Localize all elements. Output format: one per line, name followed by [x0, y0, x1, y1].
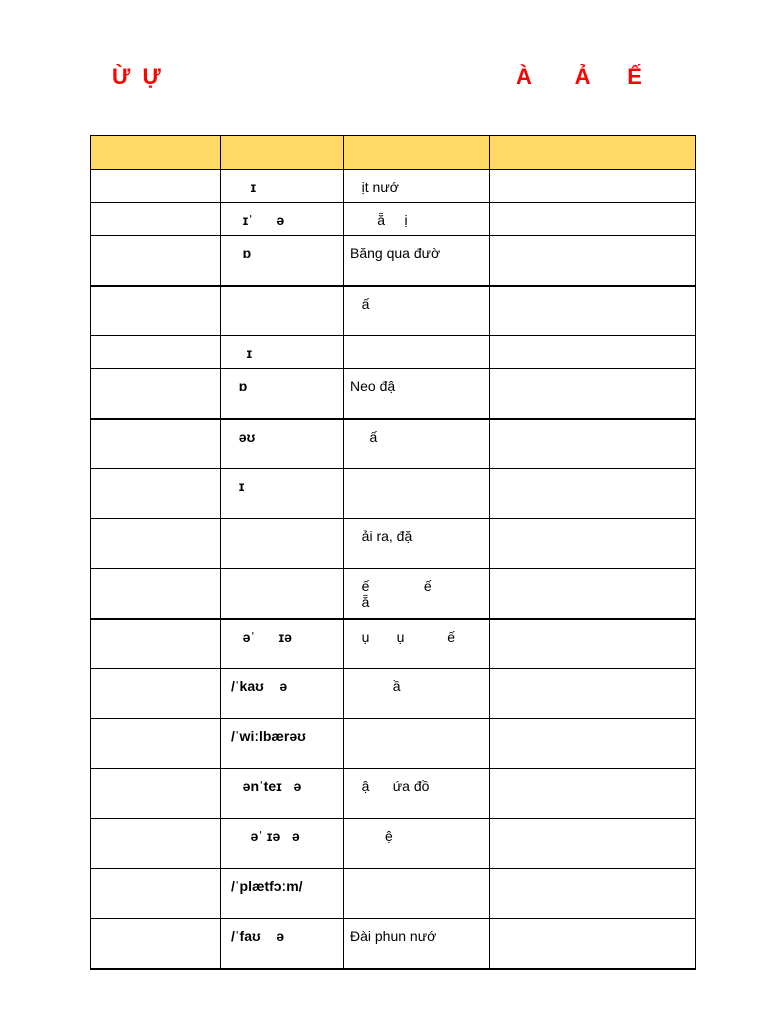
meaning-cell: [344, 469, 490, 519]
word-cell: [91, 336, 221, 369]
notes-cell: [490, 170, 696, 203]
table-row: [91, 769, 696, 819]
ipa-cell: ənˈteɪ ə: [221, 769, 344, 819]
meaning-cell: Đài phun nướ: [344, 919, 490, 969]
title-right: À Ả Ế: [516, 64, 642, 89]
notes-cell: [490, 769, 696, 819]
word-cell: [91, 236, 221, 286]
meaning-cell: [344, 869, 490, 919]
ipa-cell: ɪˈ ə: [221, 203, 344, 236]
ipa-cell: ɒ: [221, 236, 344, 286]
meaning-cell: [344, 719, 490, 769]
meaning-cell: ầ: [344, 669, 490, 719]
word-cell: [91, 286, 221, 336]
meaning-cell: ụ ụ ế: [344, 619, 490, 669]
notes-cell: [490, 203, 696, 236]
meaning-cell: ấ: [344, 286, 490, 336]
word-cell: [91, 203, 221, 236]
notes-cell: [490, 569, 696, 619]
word-cell: [91, 170, 221, 203]
notes-cell: [490, 519, 696, 569]
ipa-cell: /ˈplætfɔːm/: [221, 869, 344, 919]
ipa-cell: əˈ ɪə: [221, 619, 344, 669]
notes-cell: [490, 369, 696, 419]
word-cell: [91, 419, 221, 469]
table-row: [91, 336, 696, 369]
word-cell: [91, 469, 221, 519]
notes-cell: [490, 419, 696, 469]
meaning-cell: ệ: [344, 819, 490, 869]
header-cell-notes: [490, 136, 696, 170]
meaning-cell: ải ra, đặ: [344, 519, 490, 569]
meaning-cell: ế ế ẵ: [344, 569, 490, 619]
title-left: Ừ Ự: [112, 64, 161, 89]
table-row: [91, 719, 696, 769]
table-row: [91, 369, 696, 419]
notes-cell: [490, 336, 696, 369]
table-row: [91, 419, 696, 469]
meaning-cell: ẵ ị: [344, 203, 490, 236]
table-header-row: [91, 136, 696, 170]
notes-cell: [490, 869, 696, 919]
notes-cell: [490, 819, 696, 869]
header-cell-word: [91, 136, 221, 170]
table-row: [91, 236, 696, 286]
word-cell: [91, 569, 221, 619]
meaning-cell: Neo đậ: [344, 369, 490, 419]
table-row: [91, 519, 696, 569]
table-row: [91, 469, 696, 519]
word-cell: [91, 669, 221, 719]
word-cell: [91, 869, 221, 919]
word-cell: [91, 519, 221, 569]
ipa-cell: ɪ: [221, 469, 344, 519]
ipa-cell: əʊ: [221, 419, 344, 469]
meaning-cell: ấ: [344, 419, 490, 469]
header-cell-meaning: [344, 136, 490, 170]
table-body: [91, 170, 696, 969]
table-row: [91, 869, 696, 919]
meaning-cell: Băng qua đườ: [344, 236, 490, 286]
ipa-cell: ɒ: [221, 369, 344, 419]
meaning-cell: [344, 336, 490, 369]
ipa-cell: /ˈkaʊ ə: [221, 669, 344, 719]
table-row: [91, 569, 696, 619]
table-row: [91, 619, 696, 669]
notes-cell: [490, 236, 696, 286]
meaning-cell: ịt nướ: [344, 170, 490, 203]
notes-cell: [490, 469, 696, 519]
ipa-cell: [221, 519, 344, 569]
ipa-cell: [221, 286, 344, 336]
table-row: [91, 819, 696, 869]
table-row: [91, 170, 696, 203]
meaning-cell: ậ ứa đồ: [344, 769, 490, 819]
word-cell: [91, 369, 221, 419]
table-row: [91, 286, 696, 336]
word-cell: [91, 919, 221, 969]
ipa-cell: [221, 569, 344, 619]
word-cell: [91, 619, 221, 669]
ipa-cell: ɪ: [221, 170, 344, 203]
ipa-cell: /ˈfaʊ ə: [221, 919, 344, 969]
notes-cell: [490, 719, 696, 769]
vocabulary-table: [90, 135, 696, 970]
notes-cell: [490, 669, 696, 719]
table-row: [91, 203, 696, 236]
table-row: [91, 919, 696, 969]
word-cell: [91, 769, 221, 819]
word-cell: [91, 819, 221, 869]
ipa-cell: əˈ ɪə ə: [221, 819, 344, 869]
notes-cell: [490, 619, 696, 669]
ipa-cell: ɪ: [221, 336, 344, 369]
word-cell: [91, 719, 221, 769]
table-row: [91, 669, 696, 719]
ipa-cell: /ˈwiːlbærəʊ: [221, 719, 344, 769]
header-cell-ipa: [221, 136, 344, 170]
notes-cell: [490, 919, 696, 969]
notes-cell: [490, 286, 696, 336]
